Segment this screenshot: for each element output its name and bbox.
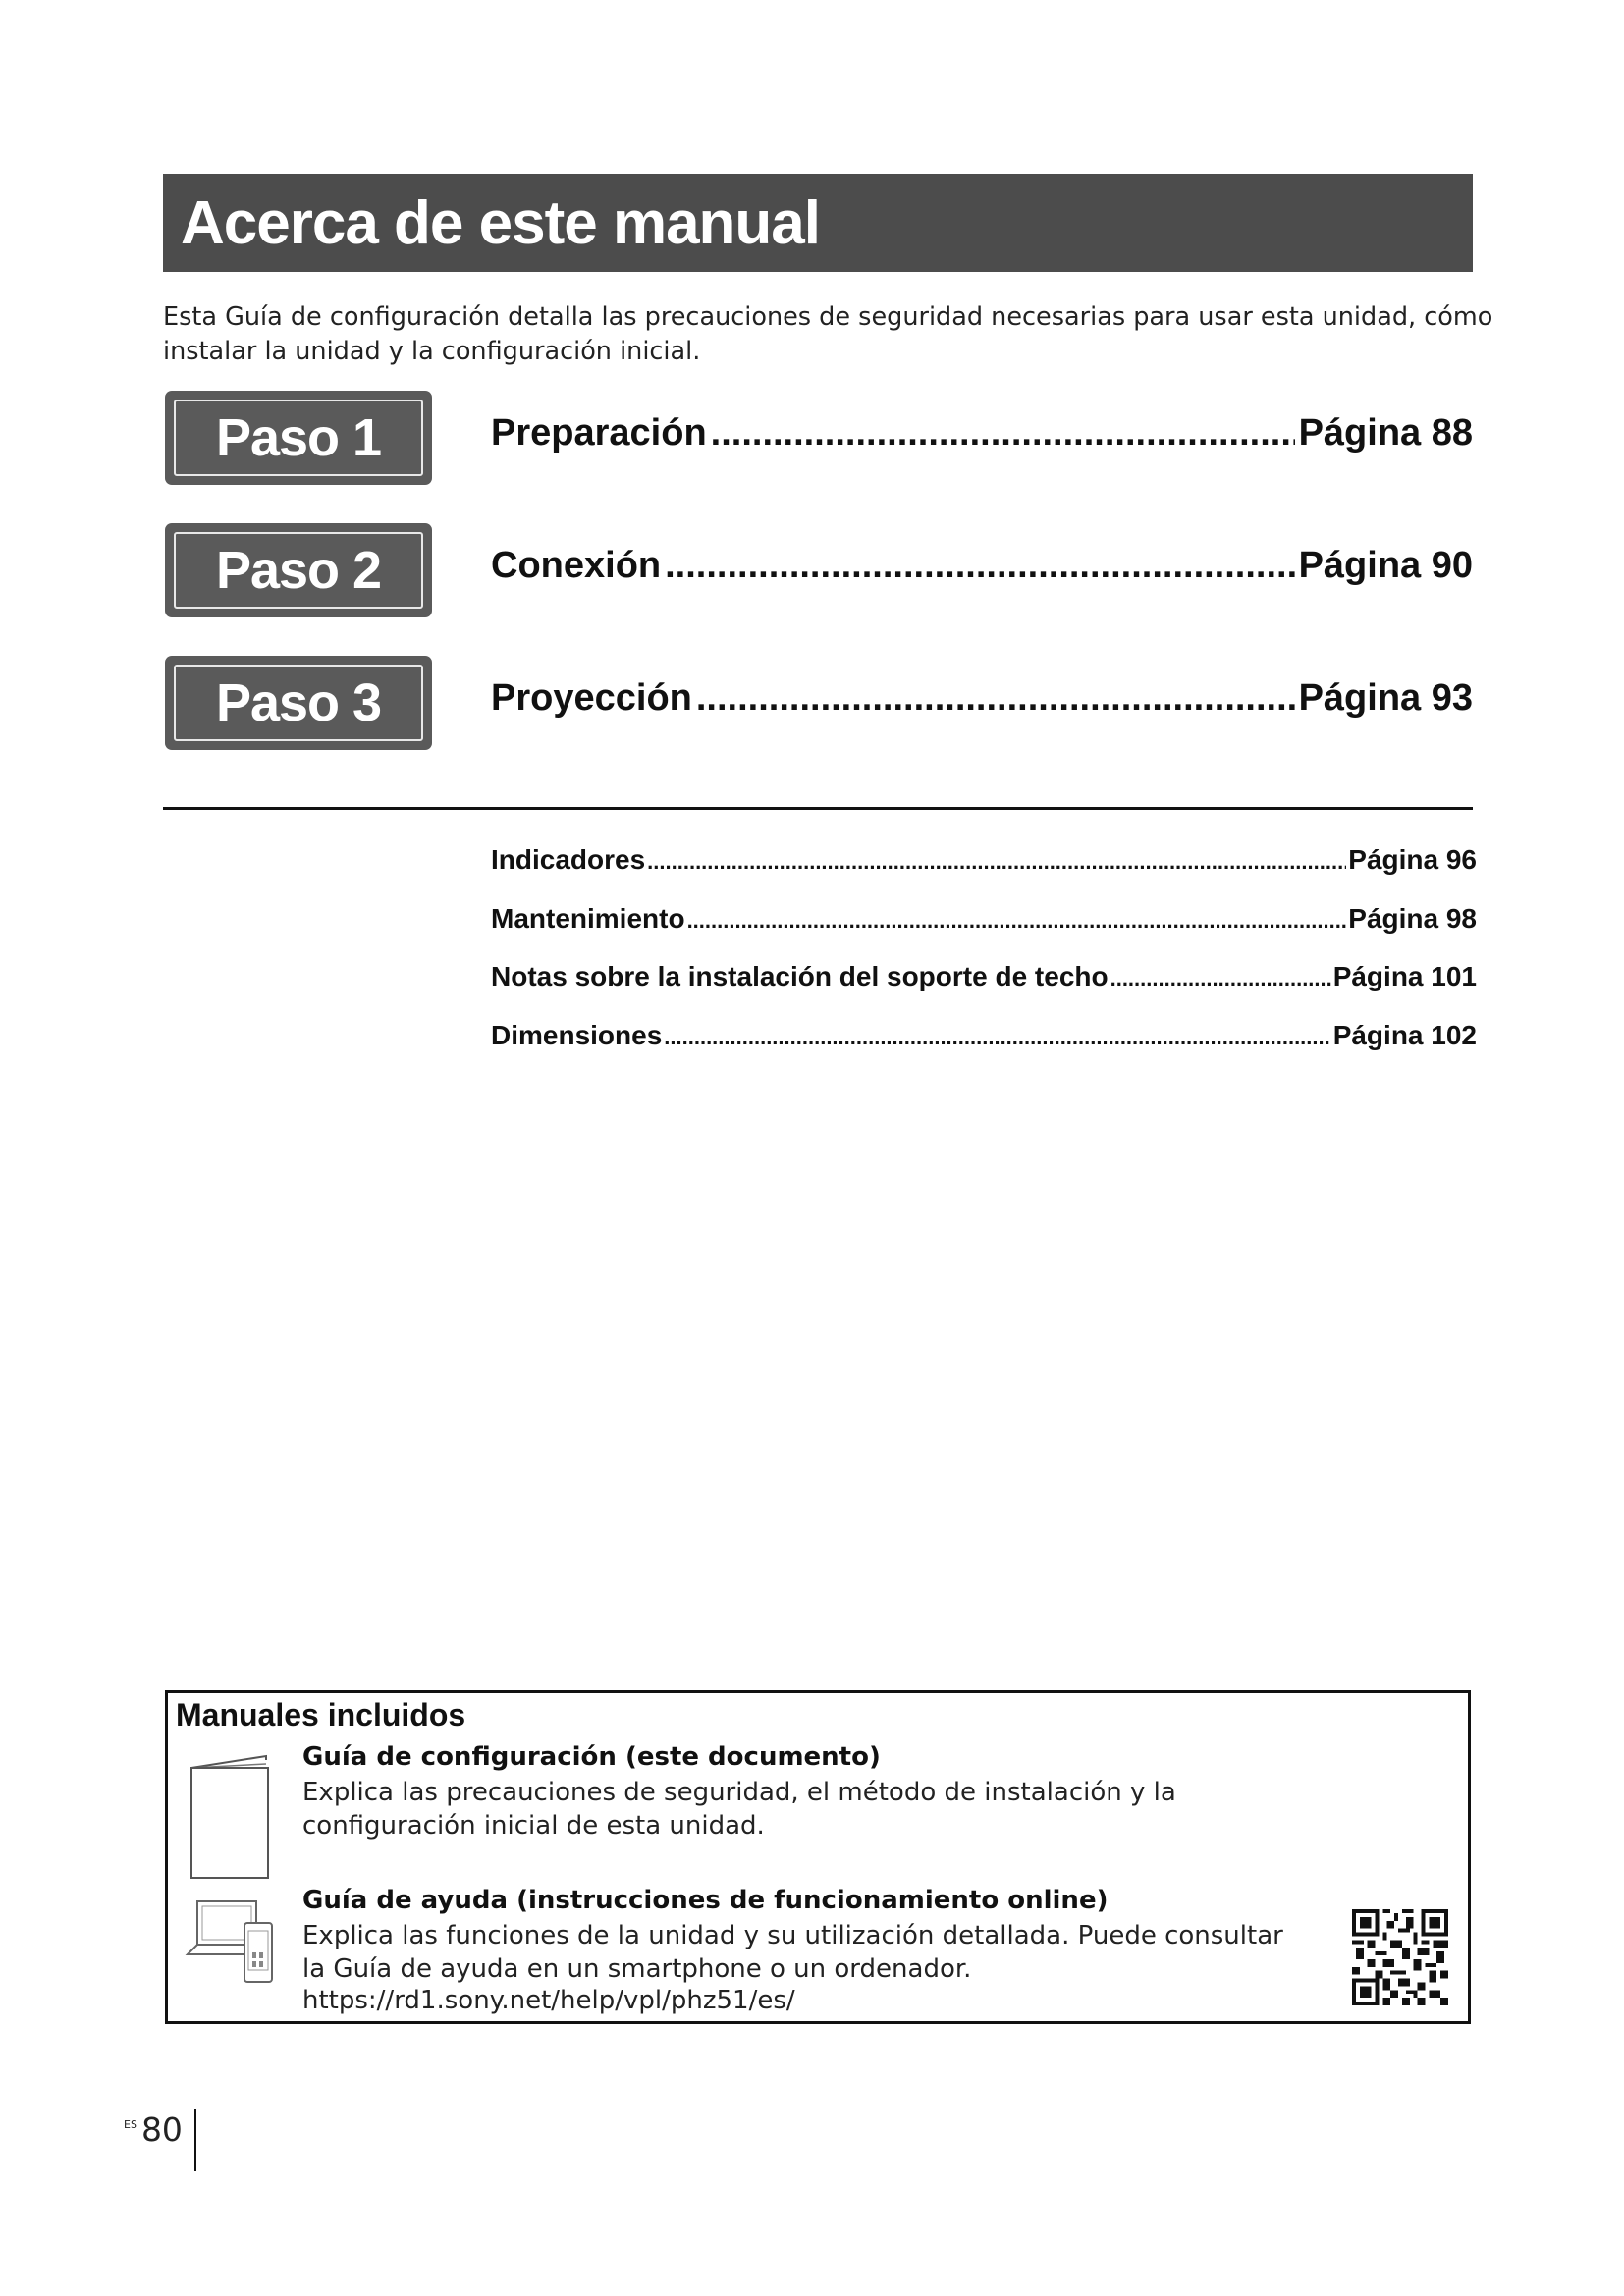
manual-description: Explica las precauciones de seguridad, el método de instalación y la configuración inicial de esta unidad. [302,1778,1176,1841]
step-label: Proyección [491,677,692,719]
step-page: Página 88 [1298,412,1473,454]
step-entry[interactable] [491,545,1473,587]
toc-label: Indicadores [491,844,646,875]
language-code: ES [124,2118,137,2131]
step-row-2[interactable] [163,523,1479,621]
leader-dots [647,849,1346,875]
step-badge [165,523,432,617]
manual-description: Explica las funciones de la unidad y su utilización detallada. Puede consultar la Guía de ayuda en un smartphone o un ordenador. [302,1921,1283,1984]
step-badge-label: Paso 3 [174,665,423,741]
help-url-link[interactable]: https://rd1.sony.net/help/vpl/phz51/es/ [302,1986,795,2015]
document-icon [189,1754,272,1880]
step-page: Página 93 [1298,677,1473,719]
step-badge-label: Paso 1 [174,400,423,476]
toc-entry-soporte-techo[interactable] [491,961,1477,992]
page-number-rule [194,2109,196,2171]
toc-page: Página 98 [1348,903,1477,934]
leader-dots [711,412,1295,454]
step-badge [165,656,432,750]
toc-label: Dimensiones [491,1020,663,1050]
toc-page: Página 102 [1332,1020,1477,1050]
toc-page: Página 101 [1332,961,1477,991]
step-page: Página 90 [1298,545,1473,586]
intro-paragraph: Esta Guía de configuración detalla las precauciones de seguridad necesarias para usar esta unidad, cómo instalar la unidad y la configuración inicial. [163,302,1493,366]
step-label: Preparación [491,412,707,454]
step-badge [165,391,432,485]
laptop-smartphone-icon [184,1894,282,1992]
leader-dots [665,545,1294,587]
title-bar [163,174,1473,272]
leader-dots [1110,966,1331,991]
manuals-title: Manuales incluidos [176,1697,466,1733]
section-divider [163,807,1473,810]
leader-dots [696,677,1295,720]
manuals-box [165,1690,1471,2024]
step-row-1[interactable] [163,391,1479,489]
toc-entry-indicadores[interactable] [491,844,1477,876]
manual-title: Guía de ayuda (instrucciones de funcionamiento online) [302,1886,1109,1915]
toc-label: Mantenimiento [491,903,685,934]
leader-dots [687,908,1347,934]
step-badge-label: Paso 2 [174,532,423,609]
page-title: Acerca de este manual [181,188,821,257]
qr-code-icon[interactable] [1352,1909,1448,2005]
step-entry[interactable] [491,412,1473,454]
step-entry[interactable] [491,677,1473,720]
toc-page: Página 96 [1348,844,1477,875]
page-number [124,2110,183,2149]
toc-entry-mantenimiento[interactable] [491,903,1477,934]
page-number-value: 80 [140,2110,183,2149]
toc-label: Notas sobre la instalación del soporte de techo [491,961,1109,991]
step-label: Conexión [491,545,662,586]
leader-dots [664,1025,1330,1050]
manual-title: Guía de configuración (este documento) [302,1742,881,1772]
step-row-3[interactable] [163,656,1479,754]
toc-entry-dimensiones[interactable] [491,1020,1477,1051]
